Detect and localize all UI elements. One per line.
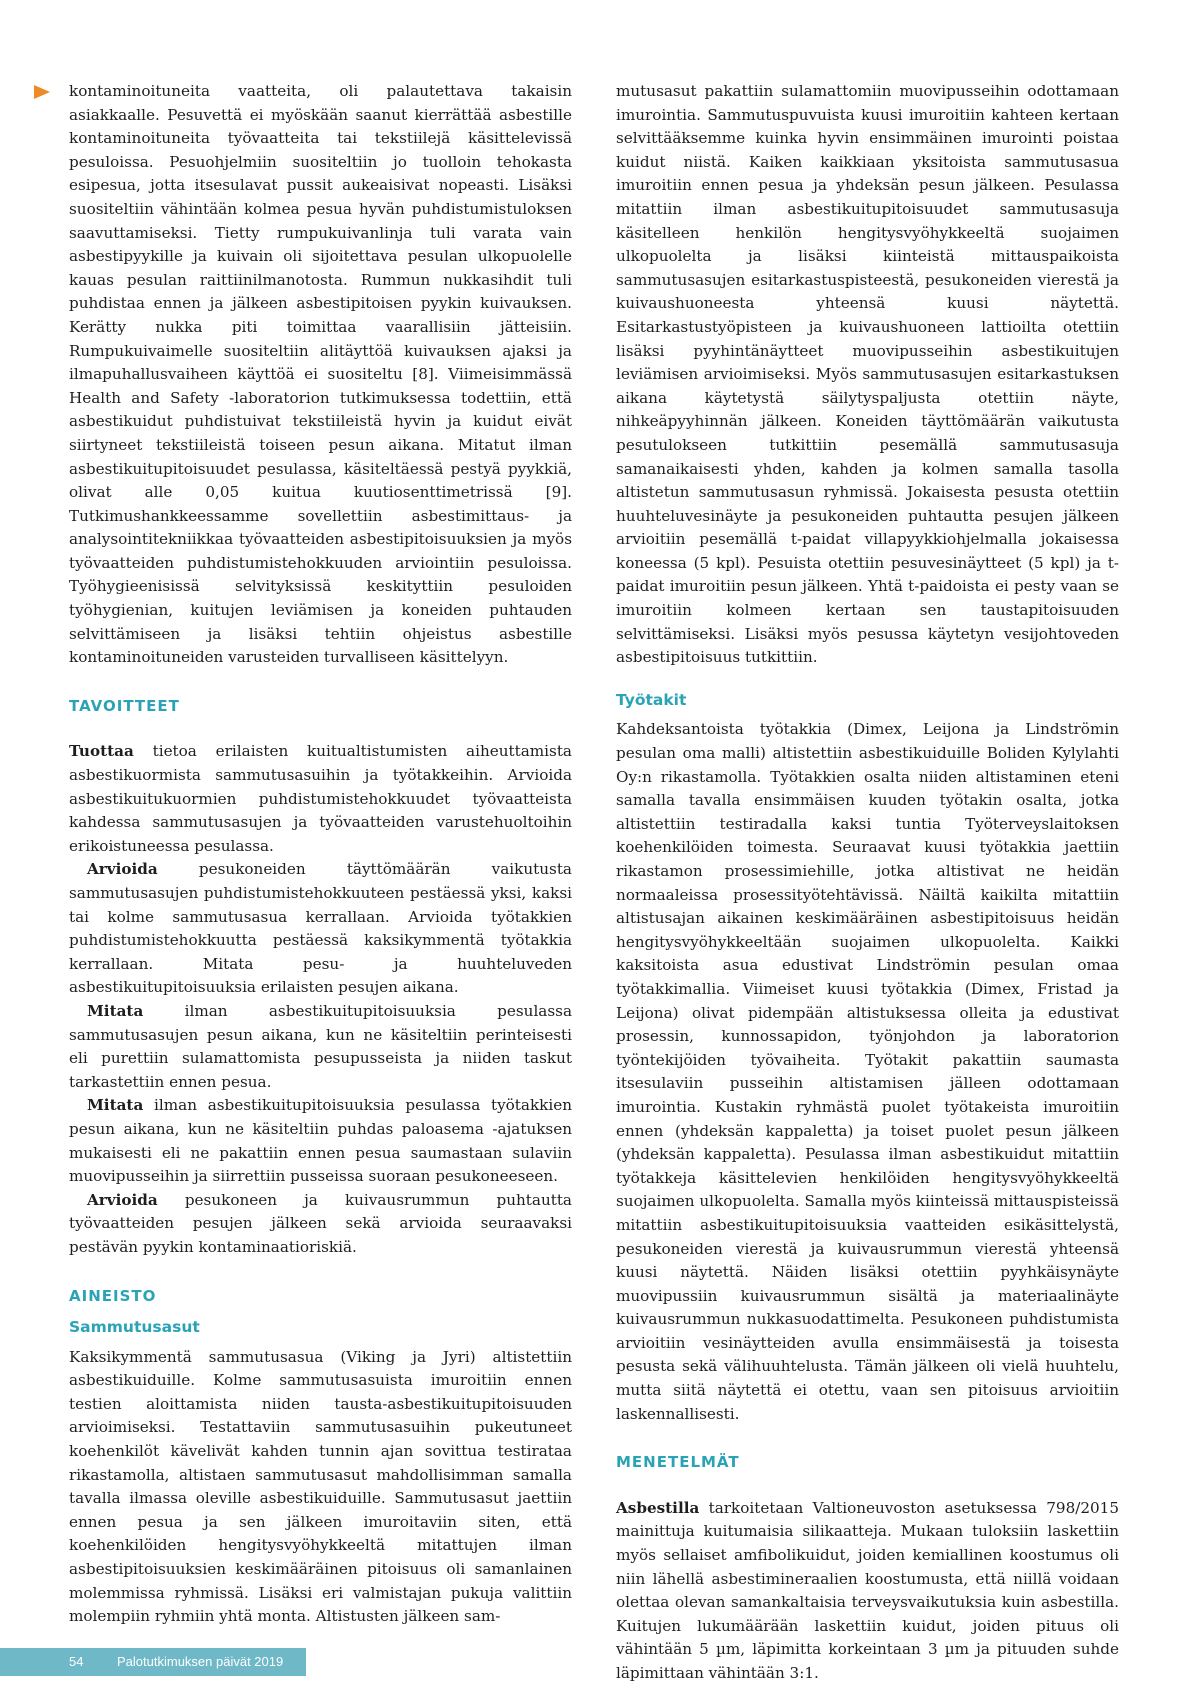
page-number: 54 bbox=[69, 1654, 84, 1669]
objective-lead: Mitata bbox=[87, 1001, 144, 1020]
intro-paragraph: kontaminoituneita vaatteita, oli palautettava takaisin asiakkaalle. Pesuvettä ei myöskään saanut kierrättää asbestille kontaminoituneita työvaatteita tai tekstiilejä käsittelevissä pesuloissa. Pesuohjelmiin suositeltiin jo tuolloin tehokasta esipesua, jotta itsesulavat pussit aukeaisivat nopeasti. Lisäksi suositeltiin vähintään kolmea pesua hyvän puhdistumistuloksen saavuttamiseksi. Tietty rumpukuivanlinja tuli varata vain asbestipyykille ja kuivain oli sijoitettava pesulan ulkopuolelle kauas pesulan raittiinilmanotosta. Rummun nukkasihdit tuli puhdistaa ennen ja jälkeen asbestipitoisen pyykin kuivauksen. Kerätty nukka piti toimittaa vaarallisiin jätteisiin. Rumpukuivaimelle suositeltiin alitäyttöä kuivauksen ajaksi ja ilmapuhallusvaiheen käyttöä ei suositeltu [8]. Viimeisimmässä Health and Safety -laboratorion tutkimuksessa todettiin, että asbestikuidut puhdistuivat tekstiileistä hyvin ja kuidut eivät siirtyneet tekstiileistä toiseen pesun aikana. Mitatut ilman asbestikuitupitoisuudet pesulassa, käsiteltäessä pestyä pyykkiä, olivat alle 0,05 kuitua kuutiosenttimetrissä [9]. Tutkimushankkeessamme sovellettiin asbestimittaus- ja analysointitekniikkaa työvaatteiden asbestipitoisuuksien ja myös työvaatteiden puhdistumistehokkuuden arviointiin pesuloissa. Työhygieenisissä selvityksissä keskityttiin pesuloiden työhygienian, kuitujen leviämisen ja koneiden puhtauden selvittämiseen ja lisäksi tehtiin ohjeistus asbestille kontaminoituneiden varusteiden turvalliseen käsittelyyn. bbox=[69, 82, 572, 667]
objective-paragraph bbox=[69, 1094, 572, 1188]
methods-paragraph bbox=[616, 1497, 1119, 1686]
objective-paragraph bbox=[69, 1189, 572, 1260]
right-column bbox=[616, 80, 1119, 1686]
left-column bbox=[69, 80, 572, 1629]
continued-paragraph: mutusasut pakattiin sulamattomiin muovipusseihin odottamaan imurointia. Sammutuspuvuista kuusi imuroitiin kahteen kertaan selvittääksemme kuinka hyvin ensimmäinen imurointi poistaa kuidut niistä. Kaiken kaikkiaan yksitoista sammutusasua imuroitiin ennen pesua ja yhdeksän pesun jälkeen. Pesulassa mitattiin ilman asbestikuitupitoisuudet sammutusasuja käsitelleen henkilön hengitysvyöhykkeeltä suojaimen ulkopuolelta ja lisäksi kiinteistä mittauspaikoista sammutusasujen esitarkastuspisteestä, pesukoneiden vierestä ja kuivaushuoneesta yhteensä kuusi näytettä. Esitarkastustyöpisteen ja kuivaushuoneen lattioilta otettiin lisäksi pyyhintänäytteet muovipusseihin asbestikuitujen leviämisen arvioimiseksi. Myös sammutusasujen esitarkastuksen aikana käytetystä säilytyspaljusta otettiin näyte, nihkeäpyyhinnän jälkeen. Koneiden täyttömäärän vaikutusta pesutulokseen tutkittiin pesemällä sammutusasuja samanaikaisesti yhden, kahden ja kolmen samalla tasolla altistetun sammutusasun ryhmissä. Jokaisesta pesusta otettiin huuhteluvesinäyte ja pesukoneiden puhtautta pesujen jälkeen arvioitiin pesemällä t-paidat villapyykkiohjelmalla jokaisessa koneessa (5 kpl). Pesuista otettiin pesuvesinäytteet (5 kpl) ja t-paidat imuroitiin pesun jälkeen. Yhtä t-paidoista ei pesty vaan se imuroitiin kolmeen kertaan sen taustapitoisuuden selvittämiseksi. Lisäksi myös pesussa käytetyn vesijohtoveden asbestipitoisuus tutkittiin. bbox=[616, 82, 1119, 667]
methods-lead: Asbestilla bbox=[616, 1498, 700, 1517]
subheading-sammutusasut: Sammutusasut bbox=[69, 1318, 200, 1337]
objective-text: ilman asbestikuitupitoisuuksia pesulassa sammutusasujen pesun aikana, kun ne käsiteltiin perinteisesti eli purettiin sulamattomista pesupusseista ja niiden taskut tarkastettiin ennen pesua. bbox=[69, 1001, 572, 1091]
objective-text: tietoa erilaisten kuitualtistumisten aiheuttamista asbestikuormista sammutusasuihin ja työtakkeihin. Arvioida asbestikuitukuormien puhdistumistehokkuudet työvaatteista kahdessa sammutusasujen ja työvaatteiden varustehuoltoihin erikoistuneessa pesulassa. bbox=[69, 742, 572, 855]
objective-paragraph bbox=[69, 740, 572, 858]
page-footer bbox=[0, 1648, 306, 1676]
objective-text: pesukoneen ja kuivausrummun puhtautta työvaatteiden pesujen jälkeen sekä arvioida seuraavaksi pestävän pyykin kontaminaatioriskiä. bbox=[69, 1190, 572, 1256]
sammutusasut-paragraph: Kaksikymmentä sammutusasua (Viking ja Jyri) altistettiin asbestikuiduille. Kolme sammutusasuista imuroitiin ennen testien aloittamista niiden tausta-asbestikuitupitoisuuden arvioimiseksi. Testattaviin sammutusasuihin pukeutuneet koehenkilöt kävelivät kahden tunnin ajan sovittua testirataa rikastamolla, altistaen sammutusasut mahdollisimman samalla tavalla ilmassa oleville asbestikuiduille. Sammutusasut jaettiin ennen pesua ja sen jälkeen imuroitaviin siten, että koehenkilöiden hengitysvyöhykkeeltä mitattujen ilman asbestipitoisuuksien keskimääräinen pitoisuus oli samanlainen molemmissa ryhmissä. Lisäksi eri valmistajan pukuja valittiin molempiin ryhmiin yhtä monta. Altistusten jälkeen sam- bbox=[69, 1347, 572, 1626]
objective-lead: Arvioida bbox=[87, 860, 158, 879]
heading-menetelmat: MENETELMÄT bbox=[616, 1453, 740, 1472]
objective-lead: Arvioida bbox=[87, 1190, 158, 1209]
heading-tavoitteet: TAVOITTEET bbox=[69, 696, 180, 715]
objective-lead: Tuottaa bbox=[69, 742, 134, 761]
objective-lead: Mitata bbox=[87, 1096, 144, 1115]
heading-aineisto: AINEISTO bbox=[69, 1286, 157, 1305]
objective-text: ilman asbestikuitupitoisuuksia pesulassa työtakkien pesun aikana, kun ne käsiteltiin puhdas paloasema -ajatuksen mukaisesti eli ne pakattiin ennen pesua saumastaan sulaviin muovipusseihin ja siirrettiin pusseissa suoraan pesukoneeseen. bbox=[69, 1096, 572, 1186]
methods-text: tarkoitetaan Valtioneuvoston asetuksessa 798/2015 mainittuja kuitumaisia silikaatteja. Mukaan tuloksiin laskettiin myös sellaiset amfibolikuidut, joiden kemiallinen koostumus oli niin lähellä asbestimineraalien koostumusta, että niillä voidaan olettaa olevan samankaltaisia terveysvaikutuksia kuin asbestilla. Kuitujen lukumäärään laskettiin kuidut, joiden pituus oli vähintään 5 µm, läpimitta korkeintaan 3 µm ja pituuden suhde läpimittaan vähintään 3:1. bbox=[616, 1498, 1119, 1682]
publication-title: Palotutkimuksen päivät 2019 bbox=[117, 1654, 284, 1669]
objective-text: pesukoneiden täyttömäärän vaikutusta sammutusasujen puhdistumistehokkuuteen pestäessä yksi, kaksi tai kolme sammutusasua kerrallaan. Arvioida työtakkien puhdistumistehokkuutta pestäessä kaksikymmentä työtakkia kerrallaan. Mitata pesu- ja huuhteluveden asbestikuitupitoisuuksia erilaisten pesujen aikana. bbox=[69, 860, 572, 997]
continue-arrow-icon bbox=[34, 85, 50, 99]
subheading-tyotakit: Työtakit bbox=[616, 690, 687, 709]
objective-paragraph bbox=[69, 1000, 572, 1094]
tyotakit-paragraph: Kahdeksantoista työtakkia (Dimex, Leijona ja Lindströmin pesulan oma malli) altistettiin asbestikuiduille Boliden Kylylahti Oy:n rikastamolla. Työtakkien osalta niiden altistaminen eteni samalla tavalla ensimmäisen kuuden työtakin osalta, jotka altistettiin testiradalla kaksi tuntia Työterveyslaitoksen koehenkilöiden toimesta. Seuraavat kuusi työtakkia jaettiin rikastamon prosessimiehille, jotka altistivat ne heidän normaaleissa prosessityötehtävissä. Näiltä kaikilta mitattiin altistusajan aikainen keskimääräinen asbestipitoisuus heidän hengitysvyöhykkeeltään suojaimen ulkopuolelta. Kaikki kaksitoista asua edustivat Lindströmin pesulan omaa työtakkimallia. Viimeiset kuusi työtakkia (Dimex, Fristad ja Leijona) olivat pidempään altistuksessa olleita ja edustivat prosessin, kunnossapidon, työnjohdon ja laboratorion työntekijöiden työvaiheita. Työtakit pakattiin saumasta itsesulaviin pusseihin altistamisen jälleen odottamaan imurointia. Kustakin ryhmästä puolet työtakeista imuroitiin ennen (yhdeksän kappaletta) ja toiset puolet pesun jälkeen (yhdeksän kappaletta). Pesulassa ilman asbestikuidut mitattiin työtakkeja käsittelevien henkilöiden hengitysvyöhykkeeltä suojaimen ulkopuolelta. Samalla myös kiinteissä mittauspisteissä mitattiin asbestikuitupitoisuuksia vaatteiden esikäsittelystä, pesukoneiden vierestä ja kuivausrummun vierestä yhteensä kuusi näytettä. Näiden lisäksi otettiin pyyhkäisynäyte muovipussiin kuivausrummun sisältä ja materiaalinäyte kuivausrummun nukkasuodattimelta. Pesukoneen puhdistumista arvioitiin vesinäytteiden avulla ensimmäisestä ja toisesta pesusta sekä välihuuhtelusta. Tämän jälkeen oli vielä huuhtelu, mutta siitä näytettä ei otettu, vaan sen pitoisuus arvioitiin laskennallisesti. bbox=[616, 720, 1119, 1423]
objective-paragraph bbox=[69, 858, 572, 1000]
